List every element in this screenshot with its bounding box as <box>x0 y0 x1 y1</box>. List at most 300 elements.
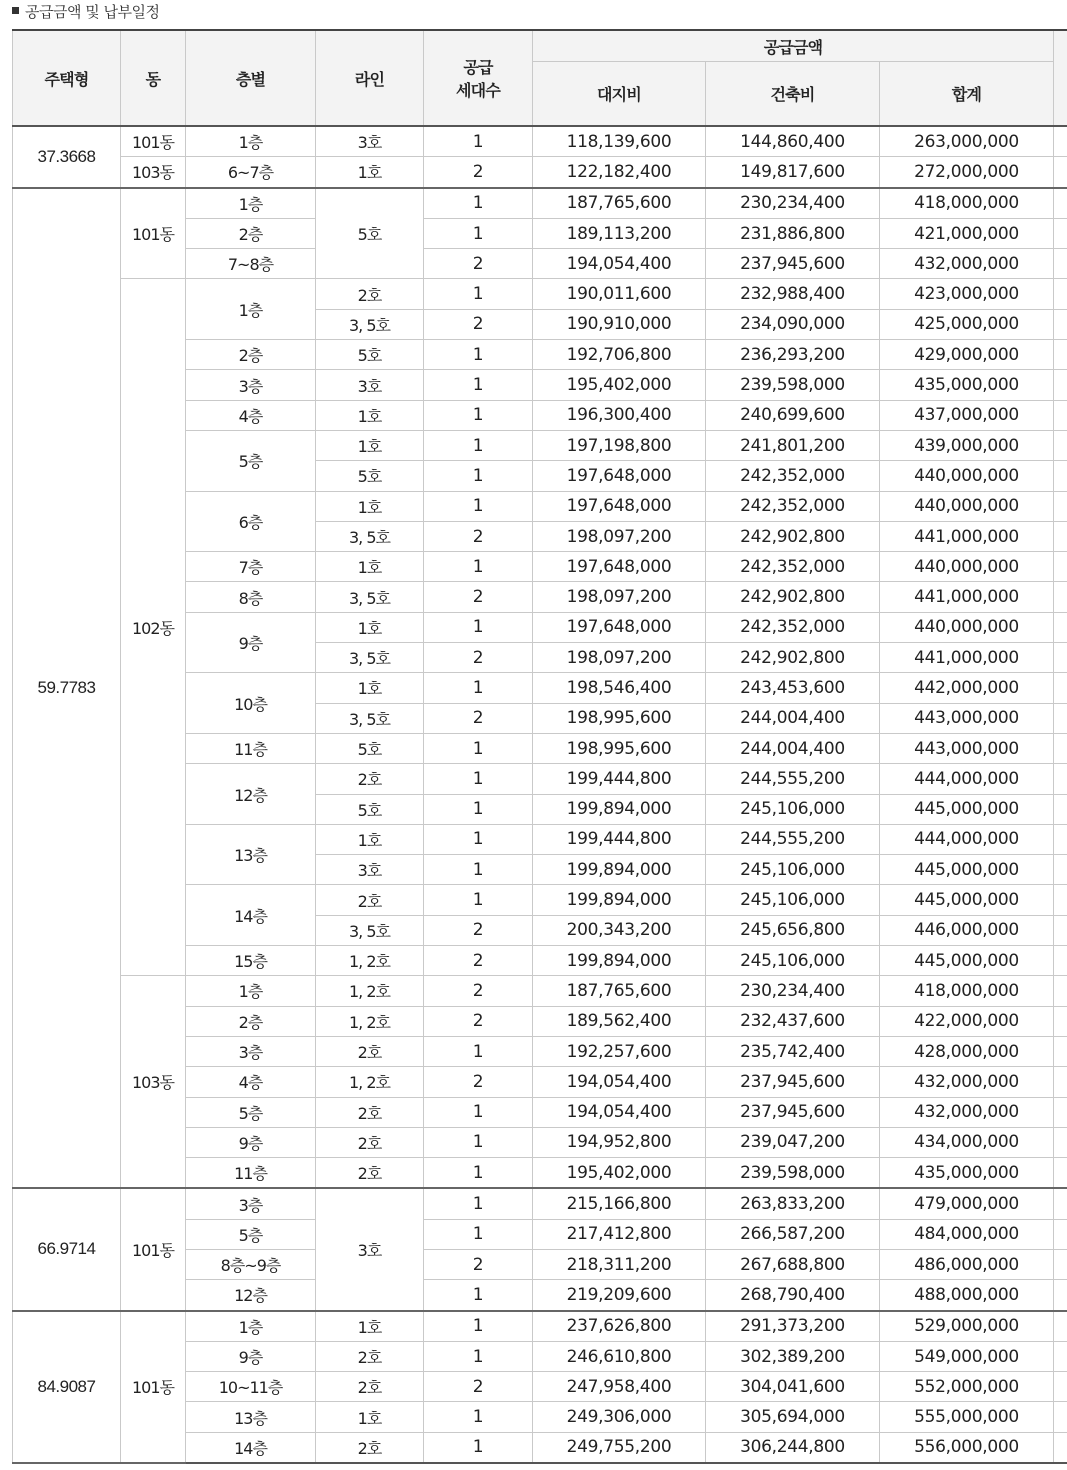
line-cell: 3호 <box>316 1188 424 1310</box>
type-cell: 59.7783 <box>13 188 121 1189</box>
line-cell: 5호 <box>316 794 424 824</box>
line-cell: 1호 <box>316 612 424 642</box>
floor-cell: 13층 <box>186 1402 316 1432</box>
total-price-cell: 272,000,000 <box>880 157 1054 188</box>
table-row <box>13 157 1067 188</box>
total-price-cell: 552,000,000 <box>880 1372 1054 1402</box>
line-cell: 3, 5호 <box>316 915 424 945</box>
floor-cell: 15층 <box>186 946 316 976</box>
line-cell: 3, 5호 <box>316 521 424 551</box>
land-price-cell: 198,546,400 <box>533 673 706 703</box>
total-price-cell: 441,000,000 <box>880 521 1054 551</box>
total-price-cell: 555,000,000 <box>880 1402 1054 1432</box>
units-cell: 1 <box>424 794 533 824</box>
units-cell: 2 <box>424 915 533 945</box>
total-price-cell: 440,000,000 <box>880 461 1054 491</box>
cut-off-cell <box>1054 643 1067 673</box>
cut-off-cell <box>1054 794 1067 824</box>
units-cell: 1 <box>424 340 533 370</box>
cut-off-cell <box>1054 1219 1067 1249</box>
floor-cell: 5층 <box>186 1097 316 1127</box>
cut-off-cell <box>1054 370 1067 400</box>
units-cell: 2 <box>424 703 533 733</box>
header-line: 라인 <box>316 30 424 126</box>
cut-off-cell <box>1054 1097 1067 1127</box>
total-price-cell: 434,000,000 <box>880 1127 1054 1157</box>
land-price-cell: 195,402,000 <box>533 370 706 400</box>
building-price-cell: 242,352,000 <box>706 461 880 491</box>
units-cell: 1 <box>424 430 533 460</box>
total-price-cell: 437,000,000 <box>880 400 1054 430</box>
land-price-cell: 197,648,000 <box>533 612 706 642</box>
building-price-cell: 239,047,200 <box>706 1127 880 1157</box>
units-cell: 1 <box>424 733 533 763</box>
dong-cell: 101동 <box>121 126 186 157</box>
floor-cell: 14층 <box>186 1432 316 1463</box>
units-cell: 2 <box>424 582 533 612</box>
building-price-cell: 241,801,200 <box>706 430 880 460</box>
floor-cell: 2층 <box>186 218 316 248</box>
building-price-cell: 243,453,600 <box>706 673 880 703</box>
header-type: 주택형 <box>13 30 121 126</box>
land-price-cell: 197,648,000 <box>533 461 706 491</box>
land-price-cell: 198,995,600 <box>533 703 706 733</box>
line-cell: 3, 5호 <box>316 309 424 339</box>
type-cell: 66.9714 <box>13 1188 121 1310</box>
line-cell: 2호 <box>316 1127 424 1157</box>
building-price-cell: 244,555,200 <box>706 824 880 854</box>
building-price-cell: 237,945,600 <box>706 1097 880 1127</box>
cut-off-cell <box>1054 249 1067 279</box>
cut-off-cell <box>1054 582 1067 612</box>
land-price-cell: 187,765,600 <box>533 976 706 1006</box>
units-cell: 1 <box>424 1158 533 1189</box>
building-price-cell: 232,988,400 <box>706 279 880 309</box>
header-supply-price: 공급금액 <box>533 30 1054 62</box>
total-price-cell: 421,000,000 <box>880 218 1054 248</box>
header-units-line2: 세대수 <box>456 81 500 100</box>
total-price-cell: 445,000,000 <box>880 855 1054 885</box>
units-cell: 1 <box>424 218 533 248</box>
units-cell: 2 <box>424 1372 533 1402</box>
cut-off-cell <box>1054 157 1067 188</box>
building-price-cell: 268,790,400 <box>706 1280 880 1311</box>
units-cell: 1 <box>424 279 533 309</box>
land-price-cell: 194,054,400 <box>533 1097 706 1127</box>
floor-cell: 1층 <box>186 188 316 219</box>
building-price-cell: 237,945,600 <box>706 1067 880 1097</box>
header-dong: 동 <box>121 30 186 126</box>
building-price-cell: 305,694,000 <box>706 1402 880 1432</box>
land-price-cell: 197,198,800 <box>533 430 706 460</box>
land-price-cell: 190,910,000 <box>533 309 706 339</box>
cut-off-cell <box>1054 703 1067 733</box>
land-price-cell: 196,300,400 <box>533 400 706 430</box>
land-price-cell: 200,343,200 <box>533 915 706 945</box>
supply-price-table <box>12 29 1067 1464</box>
floor-cell: 1층 <box>186 1311 316 1342</box>
units-cell: 2 <box>424 643 533 673</box>
units-cell: 1 <box>424 764 533 794</box>
header-units-line1: 공급 <box>463 58 493 77</box>
cut-off-cell <box>1054 461 1067 491</box>
land-price-cell: 199,894,000 <box>533 794 706 824</box>
total-price-cell: 444,000,000 <box>880 824 1054 854</box>
line-cell: 2호 <box>316 885 424 915</box>
total-price-cell: 484,000,000 <box>880 1219 1054 1249</box>
floor-cell: 9층 <box>186 1341 316 1371</box>
cut-off-cell <box>1054 1341 1067 1371</box>
line-cell: 3호 <box>316 126 424 157</box>
line-cell: 1호 <box>316 400 424 430</box>
building-price-cell: 230,234,400 <box>706 976 880 1006</box>
cut-off-cell <box>1054 1006 1067 1036</box>
total-price-cell: 428,000,000 <box>880 1036 1054 1066</box>
land-price-cell: 118,139,600 <box>533 126 706 157</box>
units-cell: 1 <box>424 1127 533 1157</box>
floor-cell: 6~7층 <box>186 157 316 188</box>
cut-off-cell <box>1054 612 1067 642</box>
line-cell: 1, 2호 <box>316 1067 424 1097</box>
units-cell: 1 <box>424 673 533 703</box>
total-price-cell: 488,000,000 <box>880 1280 1054 1311</box>
units-cell: 2 <box>424 1249 533 1279</box>
floor-cell: 5층 <box>186 1219 316 1249</box>
dong-cell: 101동 <box>121 1311 186 1463</box>
floor-cell: 5층 <box>186 430 316 491</box>
cut-off-cell <box>1054 188 1067 219</box>
line-cell: 5호 <box>316 461 424 491</box>
line-cell: 1호 <box>316 1311 424 1342</box>
cut-off-cell <box>1054 976 1067 1006</box>
header-units <box>424 30 533 126</box>
total-price-cell: 440,000,000 <box>880 552 1054 582</box>
building-price-cell: 245,106,000 <box>706 855 880 885</box>
line-cell: 2호 <box>316 1158 424 1189</box>
building-price-cell: 291,373,200 <box>706 1311 880 1342</box>
floor-cell: 12층 <box>186 764 316 825</box>
floor-cell: 12층 <box>186 1280 316 1311</box>
line-cell: 5호 <box>316 188 424 279</box>
units-cell: 1 <box>424 370 533 400</box>
land-price-cell: 187,765,600 <box>533 188 706 219</box>
building-price-cell: 240,699,600 <box>706 400 880 430</box>
units-cell: 1 <box>424 491 533 521</box>
floor-cell: 1층 <box>186 279 316 340</box>
land-price-cell: 198,097,200 <box>533 643 706 673</box>
land-price-cell: 247,958,400 <box>533 1372 706 1402</box>
line-cell: 2호 <box>316 279 424 309</box>
total-price-cell: 432,000,000 <box>880 249 1054 279</box>
line-cell: 2호 <box>316 1036 424 1066</box>
total-price-cell: 442,000,000 <box>880 673 1054 703</box>
building-price-cell: 304,041,600 <box>706 1372 880 1402</box>
units-cell: 2 <box>424 249 533 279</box>
line-cell: 1호 <box>316 552 424 582</box>
total-price-cell: 435,000,000 <box>880 1158 1054 1189</box>
floor-cell: 2층 <box>186 340 316 370</box>
land-price-cell: 246,610,800 <box>533 1341 706 1371</box>
total-price-cell: 432,000,000 <box>880 1067 1054 1097</box>
total-price-cell: 479,000,000 <box>880 1188 1054 1219</box>
header-building: 건축비 <box>706 62 880 127</box>
square-bullet-icon <box>12 7 19 14</box>
total-price-cell: 418,000,000 <box>880 188 1054 219</box>
units-cell: 1 <box>424 885 533 915</box>
type-cell: 37.3668 <box>13 126 121 188</box>
building-price-cell: 245,106,000 <box>706 885 880 915</box>
land-price-cell: 215,166,800 <box>533 1188 706 1219</box>
line-cell: 5호 <box>316 733 424 763</box>
cut-off-cell <box>1054 1158 1067 1189</box>
line-cell: 3, 5호 <box>316 703 424 733</box>
total-price-cell: 425,000,000 <box>880 309 1054 339</box>
land-price-cell: 194,054,400 <box>533 249 706 279</box>
building-price-cell: 149,817,600 <box>706 157 880 188</box>
units-cell: 1 <box>424 1188 533 1219</box>
units-cell: 2 <box>424 157 533 188</box>
building-price-cell: 245,656,800 <box>706 915 880 945</box>
line-cell: 5호 <box>316 340 424 370</box>
total-price-cell: 443,000,000 <box>880 733 1054 763</box>
building-price-cell: 237,945,600 <box>706 249 880 279</box>
building-price-cell: 266,587,200 <box>706 1219 880 1249</box>
land-price-cell: 190,011,600 <box>533 279 706 309</box>
building-price-cell: 242,902,800 <box>706 582 880 612</box>
cut-off-cell <box>1054 1188 1067 1219</box>
total-price-cell: 443,000,000 <box>880 703 1054 733</box>
units-cell: 2 <box>424 1067 533 1097</box>
units-cell: 1 <box>424 552 533 582</box>
dong-cell: 101동 <box>121 188 186 279</box>
building-price-cell: 235,742,400 <box>706 1036 880 1066</box>
units-cell: 2 <box>424 1006 533 1036</box>
land-price-cell: 198,097,200 <box>533 582 706 612</box>
land-price-cell: 194,054,400 <box>533 1067 706 1097</box>
section-title-text: 공급금액 및 납부일정 <box>25 3 160 21</box>
floor-cell: 7~8층 <box>186 249 316 279</box>
land-price-cell: 192,257,600 <box>533 1036 706 1066</box>
total-price-cell: 418,000,000 <box>880 976 1054 1006</box>
floor-cell: 13층 <box>186 824 316 885</box>
cut-off-cell <box>1054 491 1067 521</box>
total-price-cell: 445,000,000 <box>880 794 1054 824</box>
cut-off-cell <box>1054 824 1067 854</box>
building-price-cell: 242,902,800 <box>706 521 880 551</box>
line-cell: 1, 2호 <box>316 976 424 1006</box>
units-cell: 1 <box>424 126 533 157</box>
cut-off-cell <box>1054 1432 1067 1463</box>
cut-off-cell <box>1054 126 1067 157</box>
building-price-cell: 242,352,000 <box>706 552 880 582</box>
units-cell: 1 <box>424 1097 533 1127</box>
building-price-cell: 306,244,800 <box>706 1432 880 1463</box>
line-cell: 1, 2호 <box>316 946 424 976</box>
floor-cell: 10층 <box>186 673 316 734</box>
cut-off-cell <box>1054 552 1067 582</box>
total-price-cell: 432,000,000 <box>880 1097 1054 1127</box>
total-price-cell: 422,000,000 <box>880 1006 1054 1036</box>
line-cell: 1, 2호 <box>316 1006 424 1036</box>
floor-cell: 3층 <box>186 1036 316 1066</box>
building-price-cell: 232,437,600 <box>706 1006 880 1036</box>
land-price-cell: 189,562,400 <box>533 1006 706 1036</box>
line-cell: 3호 <box>316 855 424 885</box>
total-price-cell: 263,000,000 <box>880 126 1054 157</box>
land-price-cell: 249,306,000 <box>533 1402 706 1432</box>
building-price-cell: 245,106,000 <box>706 946 880 976</box>
land-price-cell: 197,648,000 <box>533 491 706 521</box>
land-price-cell: 199,894,000 <box>533 946 706 976</box>
land-price-cell: 237,626,800 <box>533 1311 706 1342</box>
total-price-cell: 446,000,000 <box>880 915 1054 945</box>
header-cut-column <box>1054 30 1067 126</box>
total-price-cell: 423,000,000 <box>880 279 1054 309</box>
cut-off-cell <box>1054 1402 1067 1432</box>
floor-cell: 7층 <box>186 552 316 582</box>
land-price-cell: 197,648,000 <box>533 552 706 582</box>
dong-cell: 103동 <box>121 976 186 1189</box>
building-price-cell: 242,902,800 <box>706 643 880 673</box>
cut-off-cell <box>1054 855 1067 885</box>
units-cell: 1 <box>424 1311 533 1342</box>
dong-cell: 103동 <box>121 157 186 188</box>
line-cell: 1호 <box>316 491 424 521</box>
land-price-cell: 195,402,000 <box>533 1158 706 1189</box>
line-cell: 1호 <box>316 157 424 188</box>
line-cell: 3호 <box>316 370 424 400</box>
cut-off-cell <box>1054 1036 1067 1066</box>
units-cell: 1 <box>424 1402 533 1432</box>
units-cell: 1 <box>424 612 533 642</box>
table-row <box>13 126 1067 157</box>
building-price-cell: 302,389,200 <box>706 1341 880 1371</box>
table-row <box>13 188 1067 219</box>
floor-cell: 1층 <box>186 976 316 1006</box>
cut-off-cell <box>1054 915 1067 945</box>
units-cell: 2 <box>424 309 533 339</box>
cut-off-cell <box>1054 946 1067 976</box>
cut-off-cell <box>1054 218 1067 248</box>
land-price-cell: 194,952,800 <box>533 1127 706 1157</box>
cut-off-cell <box>1054 1127 1067 1157</box>
cut-off-cell <box>1054 1311 1067 1342</box>
total-price-cell: 441,000,000 <box>880 582 1054 612</box>
units-cell: 1 <box>424 1219 533 1249</box>
type-cell: 84.9087 <box>13 1311 121 1463</box>
total-price-cell: 549,000,000 <box>880 1341 1054 1371</box>
header-floor: 층별 <box>186 30 316 126</box>
cut-off-cell <box>1054 764 1067 794</box>
building-price-cell: 263,833,200 <box>706 1188 880 1219</box>
price-table-body <box>13 126 1067 1463</box>
total-price-cell: 529,000,000 <box>880 1311 1054 1342</box>
land-price-cell: 199,444,800 <box>533 764 706 794</box>
land-price-cell: 217,412,800 <box>533 1219 706 1249</box>
line-cell: 2호 <box>316 1372 424 1402</box>
total-price-cell: 429,000,000 <box>880 340 1054 370</box>
land-price-cell: 122,182,400 <box>533 157 706 188</box>
building-price-cell: 267,688,800 <box>706 1249 880 1279</box>
floor-cell: 11층 <box>186 733 316 763</box>
table-row <box>13 976 1067 1006</box>
total-price-cell: 556,000,000 <box>880 1432 1054 1463</box>
line-cell: 2호 <box>316 1341 424 1371</box>
floor-cell: 8층~9층 <box>186 1249 316 1279</box>
building-price-cell: 242,352,000 <box>706 491 880 521</box>
land-price-cell: 199,894,000 <box>533 855 706 885</box>
units-cell: 1 <box>424 824 533 854</box>
line-cell: 3, 5호 <box>316 643 424 673</box>
line-cell: 1호 <box>316 824 424 854</box>
line-cell: 2호 <box>316 764 424 794</box>
building-price-cell: 244,004,400 <box>706 703 880 733</box>
cut-off-cell <box>1054 673 1067 703</box>
line-cell: 3, 5호 <box>316 582 424 612</box>
cut-off-cell <box>1054 733 1067 763</box>
floor-cell: 2층 <box>186 1006 316 1036</box>
cut-off-cell <box>1054 885 1067 915</box>
line-cell: 1호 <box>316 673 424 703</box>
line-cell: 2호 <box>316 1097 424 1127</box>
total-price-cell: 445,000,000 <box>880 946 1054 976</box>
building-price-cell: 236,293,200 <box>706 340 880 370</box>
building-price-cell: 239,598,000 <box>706 1158 880 1189</box>
total-price-cell: 440,000,000 <box>880 491 1054 521</box>
building-price-cell: 244,004,400 <box>706 733 880 763</box>
header-total: 합계 <box>880 62 1054 127</box>
land-price-cell: 199,444,800 <box>533 824 706 854</box>
building-price-cell: 242,352,000 <box>706 612 880 642</box>
cut-off-cell <box>1054 1280 1067 1311</box>
units-cell: 1 <box>424 1280 533 1311</box>
cut-off-cell <box>1054 1249 1067 1279</box>
units-cell: 1 <box>424 855 533 885</box>
cut-off-cell <box>1054 430 1067 460</box>
land-price-cell: 192,706,800 <box>533 340 706 370</box>
floor-cell: 14층 <box>186 885 316 946</box>
floor-cell: 3층 <box>186 370 316 400</box>
total-price-cell: 440,000,000 <box>880 612 1054 642</box>
cut-off-cell <box>1054 340 1067 370</box>
floor-cell: 6층 <box>186 491 316 552</box>
floor-cell: 3층 <box>186 1188 316 1219</box>
total-price-cell: 439,000,000 <box>880 430 1054 460</box>
units-cell: 2 <box>424 521 533 551</box>
table-row <box>13 1188 1067 1219</box>
units-cell: 2 <box>424 946 533 976</box>
units-cell: 2 <box>424 976 533 1006</box>
dong-cell: 101동 <box>121 1188 186 1310</box>
total-price-cell: 435,000,000 <box>880 370 1054 400</box>
building-price-cell: 231,886,800 <box>706 218 880 248</box>
land-price-cell: 199,894,000 <box>533 885 706 915</box>
land-price-cell: 189,113,200 <box>533 218 706 248</box>
cut-off-cell <box>1054 309 1067 339</box>
units-cell: 1 <box>424 1341 533 1371</box>
cut-off-cell <box>1054 1067 1067 1097</box>
building-price-cell: 244,555,200 <box>706 764 880 794</box>
total-price-cell: 444,000,000 <box>880 764 1054 794</box>
units-cell: 1 <box>424 1432 533 1463</box>
building-price-cell: 234,090,000 <box>706 309 880 339</box>
cut-off-cell <box>1054 1372 1067 1402</box>
land-price-cell: 249,755,200 <box>533 1432 706 1463</box>
table-row <box>13 1311 1067 1342</box>
building-price-cell: 230,234,400 <box>706 188 880 219</box>
building-price-cell: 239,598,000 <box>706 370 880 400</box>
building-price-cell: 144,860,400 <box>706 126 880 157</box>
